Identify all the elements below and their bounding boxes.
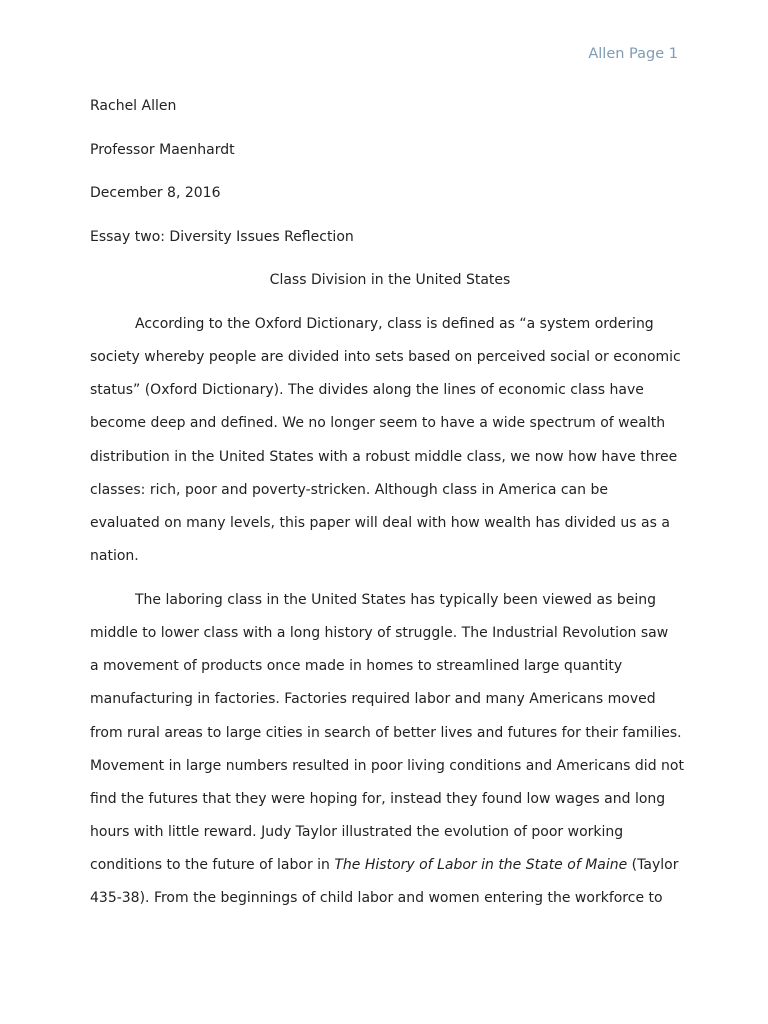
paragraph-line-with-citation	[90, 849, 690, 882]
paragraph-line: middle to lower class with a long history of struggle. The Industrial Revolution saw	[90, 624, 669, 641]
paragraph-line: According to the Oxford Dictionary, class is defined as “a system ordering	[135, 315, 654, 332]
essay-title: Class Division in the United States	[269, 272, 511, 289]
paragraph-line: become deep and defined. We no longer seem to have a wide spectrum of wealth	[90, 415, 666, 432]
paragraph-line: status” (Oxford Dictionary). The divides along the lines of economic class have	[90, 382, 644, 399]
running-head: Allen Page 1	[588, 46, 678, 62]
paragraph-line: evaluated on many levels, this paper will deal with how wealth has divided us as a	[90, 515, 670, 532]
paragraph-line: 435-38). From the beginnings of child labor and women entering the workforce to	[90, 890, 663, 907]
document-body	[90, 90, 690, 926]
professor-name: Professor Maenhardt	[90, 141, 235, 158]
paragraph-line: society whereby people are divided into sets based on perceived social or economic	[90, 349, 681, 366]
line-text-before: conditions to the future of labor in	[90, 857, 335, 874]
paragraph-line: The laboring class in the United States has typically been viewed as being	[135, 591, 656, 608]
paragraph-line: Movement in large numbers resulted in poor living conditions and Americans did not	[90, 757, 684, 774]
paragraph-line: nation.	[90, 548, 139, 565]
paragraph-line: manufacturing in factories. Factories required labor and many Americans moved	[90, 691, 656, 708]
paragraph-line: hours with little reward. Judy Taylor illustrated the evolution of poor working	[90, 824, 624, 841]
author-name: Rachel Allen	[90, 98, 177, 114]
paragraph-line: distribution in the United States with a robust middle class, we now how have three	[90, 448, 678, 465]
line-text-after: (Taylor	[627, 857, 679, 874]
paragraph-line: from rural areas to large cities in search of better lives and futures for their families.	[90, 724, 682, 741]
paragraph-line: find the futures that they were hoping for, instead they found low wages and long	[90, 790, 666, 807]
book-title: The History of Labor in the State of Maine	[334, 857, 628, 874]
paragraph-line: a movement of products once made in homes to streamlined large quantity	[90, 658, 623, 675]
assignment-name: Essay two: Diversity Issues Reflection	[90, 228, 354, 245]
paragraph-1	[90, 308, 690, 574]
paragraph-line: classes: rich, poor and poverty-stricken. Although class in America can be	[90, 481, 608, 498]
paragraph-2	[90, 584, 690, 916]
essay-date: December 8, 2016	[90, 185, 221, 202]
